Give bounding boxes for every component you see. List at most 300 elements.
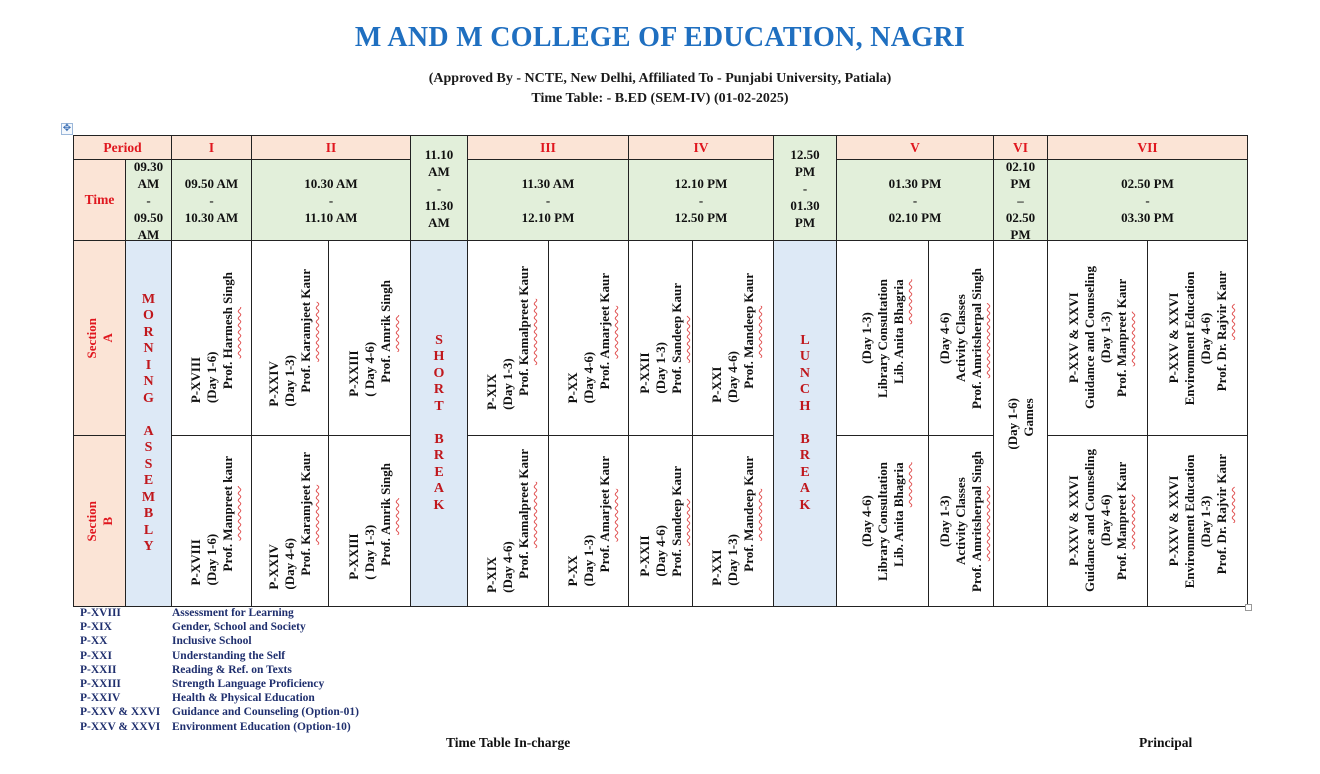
teacher-name xyxy=(1114,449,1130,592)
class-slot-section-b-p7a xyxy=(1047,435,1148,607)
class-slot-text xyxy=(709,456,757,586)
teacher-last-name: Kaur xyxy=(668,282,684,313)
time-text: - xyxy=(328,192,334,208)
time-text: 01.30 PM xyxy=(888,175,942,191)
class-slot-section-b-p5b xyxy=(928,435,994,607)
paper-code: P-XVIII xyxy=(187,357,203,404)
paper-code: P-XIX xyxy=(484,373,499,410)
principal-signature: Principal xyxy=(1139,735,1193,750)
period-header-IV xyxy=(628,135,774,160)
time-text: PM xyxy=(1010,226,1031,241)
teacher-last-name: Kaur xyxy=(741,456,756,486)
teacher-title: Prof. xyxy=(1113,369,1129,398)
time-slot-p4 xyxy=(628,159,774,241)
break-letter: A xyxy=(143,423,154,439)
time-text: 11.30 AM xyxy=(521,175,575,191)
time-slot-p3 xyxy=(467,159,629,241)
paper-code: P-XXI xyxy=(709,366,724,403)
break-letter: R xyxy=(143,324,154,340)
teacher-last-name: Kaur xyxy=(1113,461,1129,492)
class-slot-section-b-p2b xyxy=(328,435,411,607)
games-days: (Day 1-6) xyxy=(1004,397,1020,450)
teacher-title: Prof. xyxy=(969,380,984,409)
time-text: - xyxy=(545,192,551,208)
period-label: Period xyxy=(103,139,142,155)
teacher-name xyxy=(969,268,985,409)
teacher-name xyxy=(1114,266,1130,409)
break-letter: S xyxy=(144,456,153,472)
class-slot-text xyxy=(709,273,757,403)
time-label: Time xyxy=(84,192,115,207)
class-slot-section-b-p3b xyxy=(548,435,629,607)
paper-code: P-XXIII xyxy=(345,350,361,397)
morning-assembly xyxy=(125,240,172,607)
break-letter: L xyxy=(800,332,810,348)
time-slot-p6 xyxy=(993,159,1048,241)
time-text: 12.50 PM xyxy=(674,209,728,225)
teacher-first-name: Rajvir xyxy=(1213,486,1229,523)
activity-name: Activity Classes xyxy=(953,477,968,565)
break-letter: O xyxy=(143,308,154,323)
break-letter: H xyxy=(799,398,811,414)
time-text: - xyxy=(698,192,704,208)
teacher-last-name: Kaur xyxy=(1113,278,1129,309)
time-text: 01.30 xyxy=(790,197,820,213)
teacher-name xyxy=(378,463,394,566)
day-range: (Day 1-6) xyxy=(203,351,219,404)
class-slot-text xyxy=(1166,454,1230,588)
teacher-last-name: Singh xyxy=(377,462,393,495)
period-number: V xyxy=(910,139,920,155)
class-slot-text xyxy=(1066,449,1130,592)
teacher-name xyxy=(298,269,314,393)
teacher-first-name: Karamjeet xyxy=(298,485,313,545)
class-slot-text xyxy=(484,266,532,410)
time-slot-p5 xyxy=(836,159,994,241)
teacher-title: Lib. Anita xyxy=(890,326,906,384)
table-move-handle-icon[interactable]: ✥ xyxy=(62,123,72,134)
day-range: (Day 1-3) xyxy=(1197,495,1213,547)
period-number: I xyxy=(208,139,215,155)
class-slot-section-a-p3b xyxy=(548,240,629,436)
teacher-first-name: Sandeep xyxy=(668,315,684,363)
break-letter: H xyxy=(433,349,445,365)
class-slot-text xyxy=(937,451,985,592)
break-letter: N xyxy=(143,341,154,356)
day-range: (Day 4-6) xyxy=(580,351,596,404)
legend-row xyxy=(80,606,359,620)
teacher-title: Prof. xyxy=(298,548,313,576)
time-header xyxy=(73,159,126,241)
teacher-name xyxy=(1214,454,1230,574)
day-range: (Day 1-3) xyxy=(1097,312,1113,364)
subject-name: Guidance and Counseling xyxy=(1081,449,1097,593)
time-text: PM xyxy=(1010,175,1031,191)
time-text: - xyxy=(146,192,151,208)
day-range: (Day 1-3) xyxy=(725,534,740,586)
short-break xyxy=(410,240,468,607)
legend-subject: Reading & Ref. on Texts xyxy=(172,663,292,676)
day-range: (Day 1-3) xyxy=(580,534,596,587)
teacher-last-name: Singh xyxy=(377,279,393,312)
teacher-first-name: Manpreet xyxy=(1113,311,1129,367)
teacher-first-name: Kamalpreet xyxy=(516,481,531,549)
teacher-title: Prof. xyxy=(741,544,756,572)
section-letter: B xyxy=(99,516,115,526)
activity-name: Library Consultation xyxy=(874,278,890,398)
break-letter: A xyxy=(799,481,811,497)
class-slot-text xyxy=(1066,266,1130,409)
approval-line: (Approved By - NCTE, New Delhi, Affiliated To - Punjabi University, Patiala) xyxy=(428,71,892,86)
time-text: - xyxy=(209,192,214,208)
time-text: - xyxy=(1145,192,1150,208)
teacher-name xyxy=(891,462,907,567)
teacher-first-name: Bhagria xyxy=(890,461,906,507)
teacher-title: Lib. Anita xyxy=(890,509,906,567)
legend-row xyxy=(80,620,359,634)
legend-subject: Inclusive School xyxy=(172,635,252,648)
day-range: (Day 1-3) xyxy=(937,495,952,547)
teacher-name xyxy=(298,452,314,576)
time-text: 12.10 PM xyxy=(674,175,728,191)
teacher-title: Prof. xyxy=(219,544,235,572)
class-slot-section-b-p2a xyxy=(251,435,329,607)
teacher-title: Prof. xyxy=(668,548,684,577)
activity-name: Activity Classes xyxy=(953,294,968,382)
class-slot-text xyxy=(637,466,685,577)
break-letter: E xyxy=(800,464,810,480)
teacher-name xyxy=(220,456,236,571)
break-letter: E xyxy=(143,473,154,488)
teacher-last-name: Kaur xyxy=(516,449,531,479)
table-resize-handle-icon[interactable] xyxy=(1245,604,1252,611)
teacher-name xyxy=(220,272,236,389)
break-letter: S xyxy=(144,440,153,455)
paper-legend xyxy=(80,606,359,734)
time-text: 12.10 PM xyxy=(521,209,575,225)
legend-code: P-XXII xyxy=(80,663,117,676)
period-number: II xyxy=(325,139,337,155)
day-range: (Day 1-6) xyxy=(203,534,219,586)
teacher-first-name: Amrik xyxy=(377,314,393,352)
section-label-text xyxy=(84,318,116,358)
class-slot-section-b-p7b xyxy=(1147,435,1248,607)
period-header-VII xyxy=(1047,135,1248,160)
break-letter: R xyxy=(433,382,445,398)
time-text: 02.50 xyxy=(1005,209,1036,225)
class-slot-section-a-p3a xyxy=(467,240,549,436)
legend-code: P-XIX xyxy=(80,621,112,634)
section-word: Section xyxy=(83,317,99,359)
time-text: - xyxy=(802,180,808,196)
teacher-title: Prof. xyxy=(668,365,684,394)
paper-code: P-XXI xyxy=(709,549,724,586)
class-slot-section-b-p5a xyxy=(836,435,929,607)
teacher-title: Prof. Dr. xyxy=(1213,526,1229,575)
teacher-first-name: Karamjeet xyxy=(298,302,313,362)
teacher-title: Prof. xyxy=(516,551,531,579)
period-header-III xyxy=(467,135,629,160)
teacher-last-name: Singh xyxy=(219,272,235,305)
break-letter: N xyxy=(799,365,811,381)
teacher-first-name: Mandeep xyxy=(741,306,756,359)
teacher-name xyxy=(741,456,757,572)
teacher-title: Prof. xyxy=(969,563,984,592)
legend-subject: Understanding the Self xyxy=(172,649,286,662)
subject-name: Environment Education xyxy=(1181,271,1197,405)
paper-code: P-XXIV xyxy=(266,544,281,590)
break-letter: E xyxy=(434,464,444,480)
period-header-I xyxy=(171,135,252,160)
period-header xyxy=(73,135,172,160)
class-slot-section-b-p1 xyxy=(171,435,252,607)
legend-code: P-XXIV xyxy=(80,692,121,705)
time-text: AM xyxy=(428,163,450,179)
class-slot-text xyxy=(859,279,907,398)
period-header-II xyxy=(251,135,411,160)
class-slot-text xyxy=(637,283,685,394)
day-range: (Day 1-3) xyxy=(500,358,515,410)
paper-code: P-XXIII xyxy=(345,533,361,580)
paper-code: P-XXII xyxy=(636,535,652,577)
legend-subject: Health & Physical Education xyxy=(172,692,315,705)
class-slot-section-a-p5a xyxy=(836,240,929,436)
day-range: (Day 4-6) xyxy=(500,541,515,593)
break-letter: B xyxy=(434,431,444,447)
break-letter: T xyxy=(434,398,444,414)
class-slot-text xyxy=(565,273,613,403)
legend-code: P-XVIII xyxy=(80,607,121,619)
teacher-last-name: Kaur xyxy=(741,273,756,303)
teacher-last-name: Kaur xyxy=(1213,270,1229,301)
break-letter: N xyxy=(143,374,154,389)
class-slot-section-a-p1 xyxy=(171,240,252,436)
teacher-name xyxy=(1214,271,1230,391)
time-text: AM xyxy=(137,226,160,241)
class-slot-section-b-p4b xyxy=(692,435,774,607)
break-letter: L xyxy=(143,522,154,538)
teacher-name xyxy=(741,273,757,389)
teacher-title: Prof. xyxy=(741,361,756,389)
games-label: Games xyxy=(1020,398,1036,437)
time-text: 02.10 xyxy=(1005,159,1036,174)
teacher-first-name: Rajvir xyxy=(1213,303,1229,340)
break-letter: U xyxy=(799,349,811,365)
time-text: PM xyxy=(794,163,816,179)
break-letter: K xyxy=(433,497,445,513)
time-text: - xyxy=(436,180,442,196)
teacher-last-name: Kaur xyxy=(1213,453,1229,484)
paper-code: P-XXV & XXVI xyxy=(1165,475,1181,567)
teacher-first-name: Kamalpreet xyxy=(516,298,531,366)
break-letter: R xyxy=(433,448,445,464)
timetable-incharge-signature: Time Table In-charge xyxy=(446,735,571,750)
break-letter: O xyxy=(433,365,445,381)
teacher-last-name: Singh xyxy=(969,267,984,300)
subject-name: Guidance and Counseling xyxy=(1081,266,1097,410)
period-number: IV xyxy=(693,139,709,155)
day-range: (Day 1-3) xyxy=(652,341,668,394)
break-letter: K xyxy=(799,497,811,513)
day-range: (Day 4-6) xyxy=(1197,312,1213,364)
teacher-name xyxy=(597,456,613,572)
break-letter: M xyxy=(141,489,156,505)
assembly-time xyxy=(125,159,172,241)
class-slot-section-b-p3a xyxy=(467,435,549,607)
time-slot-p7 xyxy=(1047,159,1248,241)
paper-code: P-XX xyxy=(564,555,580,587)
time-text: 10.30 AM xyxy=(304,175,358,191)
class-slot-section-a-p5b xyxy=(928,240,994,436)
paper-code: P-XXV & XXVI xyxy=(1065,475,1081,567)
class-slot-text xyxy=(937,268,985,409)
teacher-last-name: Kaur xyxy=(298,452,313,482)
period-header-VI xyxy=(993,135,1048,160)
section-a-label xyxy=(73,240,126,436)
class-slot-text xyxy=(565,456,613,586)
teacher-last-name: Kaur xyxy=(298,269,313,299)
legend-subject: Guidance and Counseling (Option-01) xyxy=(172,706,359,719)
paper-code: P-XIX xyxy=(484,556,499,593)
legend-code: P-XXV & XXVI xyxy=(80,706,161,719)
teacher-title: Prof. xyxy=(596,544,612,573)
time-text: 03.30 PM xyxy=(1121,209,1174,225)
teacher-title: Prof. xyxy=(377,537,393,566)
break-letter: M xyxy=(141,291,156,307)
paper-code: P-XVIII xyxy=(187,539,203,586)
class-slot-section-a-p2a xyxy=(251,240,329,436)
teacher-title: Prof. xyxy=(1113,552,1129,581)
timetable-title: Time Table: - B.ED (SEM-IV) (01-02-2025) xyxy=(531,91,789,106)
day-range: (Day 4-6) xyxy=(725,351,740,403)
paper-code: P-XXII xyxy=(636,352,652,394)
legend-row xyxy=(80,634,359,648)
break-letter: B xyxy=(143,506,154,521)
legend-row xyxy=(80,663,359,677)
teacher-name xyxy=(378,280,394,383)
games-text xyxy=(1005,398,1037,450)
section-letter: A xyxy=(99,333,115,343)
time-text: AM xyxy=(428,214,450,230)
class-slot-section-b-p4a xyxy=(628,435,693,607)
legend-subject: Environment Education (Option-10) xyxy=(172,720,351,733)
teacher-last-name: Kaur xyxy=(596,455,612,486)
day-range: (Day 4-6) xyxy=(282,538,297,590)
teacher-name xyxy=(891,279,907,384)
teacher-title: Prof. xyxy=(219,362,235,390)
break-letter: Y xyxy=(143,539,154,554)
short-break-time xyxy=(410,135,468,241)
time-text: AM xyxy=(137,175,160,191)
class-slot-section-a-p7b xyxy=(1147,240,1248,436)
legend-code: P-XXIII xyxy=(80,678,121,691)
teacher-name xyxy=(597,273,613,389)
teacher-name xyxy=(516,449,532,579)
time-text: 02.10 PM xyxy=(888,209,942,225)
time-text: 09.30 xyxy=(133,159,164,174)
teacher-name xyxy=(969,451,985,592)
teacher-name xyxy=(669,283,685,394)
legend-row xyxy=(80,677,359,691)
class-slot-section-a-p7a xyxy=(1047,240,1148,436)
class-slot-text xyxy=(346,463,394,580)
teacher-first-name: Manpreet xyxy=(219,486,235,541)
teacher-last-name: Singh xyxy=(969,450,984,483)
teacher-title: Prof. xyxy=(516,368,531,396)
legend-subject: Assessment for Learning xyxy=(172,607,294,619)
period-number: VI xyxy=(1012,139,1028,155)
time-text: 12.50 xyxy=(790,146,820,162)
games-slot xyxy=(993,240,1048,607)
period-header-V xyxy=(836,135,994,160)
subject-name: Environment Education xyxy=(1181,454,1197,588)
class-slot-text xyxy=(346,280,394,397)
day-range: ( Day 1-3) xyxy=(361,524,377,580)
paper-code: P-XXV & XXVI xyxy=(1065,292,1081,384)
class-slot-text xyxy=(266,452,314,590)
time-text: 09.50 xyxy=(133,209,164,225)
legend-row xyxy=(80,649,359,663)
day-range: (Day 4-6) xyxy=(652,524,668,577)
time-text: – xyxy=(1017,192,1024,208)
lunch-break-time xyxy=(773,135,837,241)
day-range: (Day 4-6) xyxy=(858,495,874,547)
break-letter: B xyxy=(800,431,810,447)
teacher-first-name: Amritsherpal xyxy=(969,302,984,378)
time-slot-p1 xyxy=(171,159,252,241)
break-letter: R xyxy=(799,448,811,464)
class-slot-section-a-p4b xyxy=(692,240,774,436)
teacher-first-name: Manpreet xyxy=(1113,494,1129,550)
day-range: ( Day 4-6) xyxy=(361,341,377,397)
legend-code: P-XXI xyxy=(80,649,112,662)
time-text: 10.30 AM xyxy=(184,209,239,225)
teacher-first-name: Amarjeet xyxy=(596,488,612,542)
time-text: 09.50 AM xyxy=(184,175,239,191)
teacher-title: Prof. xyxy=(596,361,612,390)
legend-code: P-XX xyxy=(80,635,108,648)
teacher-first-name: Amarjeet xyxy=(596,305,612,359)
teacher-title: Prof. xyxy=(377,354,393,383)
time-text: PM xyxy=(794,214,816,230)
legend-subject: Gender, School and Society xyxy=(172,621,306,634)
teacher-last-name: Kaur xyxy=(516,266,531,296)
section-label-text xyxy=(84,501,116,541)
time-text: 11.10 xyxy=(424,146,454,162)
time-text: 02.50 PM xyxy=(1121,175,1174,191)
legend-code: P-XXV & XXVI xyxy=(80,720,161,733)
teacher-first-name: Amrik xyxy=(377,497,393,535)
paper-code: P-XXIV xyxy=(266,361,281,407)
class-slot-text xyxy=(188,456,236,585)
class-slot-text xyxy=(484,449,532,593)
teacher-last-name: Kaur xyxy=(668,465,684,496)
teacher-first-name: Harmesh xyxy=(219,307,235,359)
class-slot-section-a-p2b xyxy=(328,240,411,436)
day-range: (Day 1-3) xyxy=(282,355,297,407)
college-title: M AND M COLLEGE OF EDUCATION, NAGRI xyxy=(354,22,966,53)
day-range: (Day 4-6) xyxy=(1097,495,1113,547)
class-slot-text xyxy=(859,462,907,581)
period-number: III xyxy=(540,139,556,155)
activity-name: Library Consultation xyxy=(874,461,890,581)
time-text: 11.10 AM xyxy=(304,209,358,225)
day-range: (Day 4-6) xyxy=(937,312,952,364)
class-slot-section-a-p4a xyxy=(628,240,693,436)
break-letter: I xyxy=(145,357,152,373)
teacher-first-name: Sandeep xyxy=(668,498,684,546)
legend-row xyxy=(80,720,359,734)
